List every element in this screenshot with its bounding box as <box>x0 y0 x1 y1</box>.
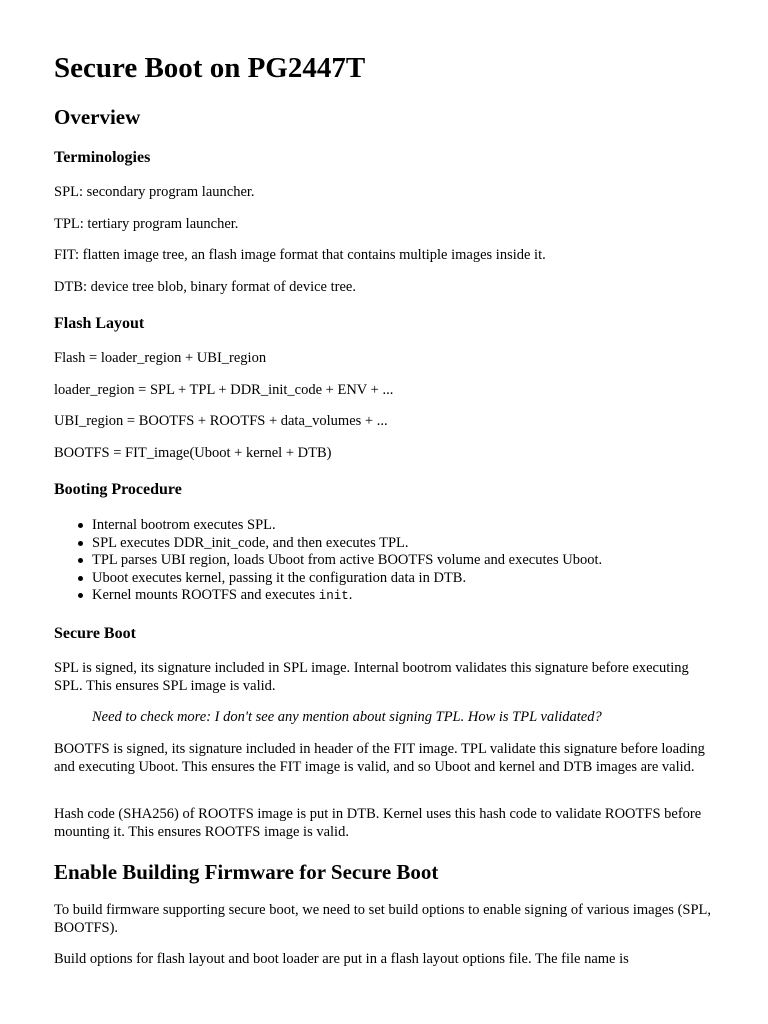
terminology-tpl: TPL: tertiary program launcher. <box>54 216 239 232</box>
subsection-heading-secure-boot: Secure Boot <box>54 625 136 642</box>
secure-boot-paragraph-bootfs: BOOTFS is signed, its signature included in header of the FIT image. TPL validate this signature before loading and executing Uboot. This ensures the FIT image is valid, and so Uboot and kernel and DTB images are valid. <box>54 741 705 775</box>
secure-boot-note: Need to check more: I don't see any mention about signing TPL. How is TPL validated? <box>92 709 602 725</box>
bullet-icon <box>78 558 83 563</box>
list-item-text: Kernel mounts ROOTFS and executes <box>92 587 319 603</box>
list-item-text: Uboot executes kernel, passing it the configuration data in DTB. <box>92 569 467 586</box>
inline-code-init: init <box>318 589 349 603</box>
bullet-icon <box>78 523 83 528</box>
subsection-heading-flash-layout: Flash Layout <box>54 315 145 332</box>
list-item-text: SPL executes DDR_init_code, and then executes TPL. <box>92 534 409 551</box>
list-item <box>54 552 602 570</box>
terminology-fit: FIT: flatten image tree, an flash image format that contains multiple images inside it. <box>54 247 546 263</box>
bullet-icon <box>78 576 83 581</box>
terminology-spl: SPL: secondary program launcher. <box>54 184 255 200</box>
bullet-icon <box>78 541 83 546</box>
secure-boot-paragraph-rootfs: Hash code (SHA256) of ROOTFS image is put in DTB. Kernel uses this hash code to validate ROOTFS before mounting it. This ensures ROOTFS image is valid. <box>54 806 702 840</box>
list-item-text: Internal bootrom executes SPL. <box>92 517 276 533</box>
secure-boot-paragraph-spl: SPL is signed, its signature included in SPL image. Internal bootrom validates this signature before executing SPL. This ensures SPL image is valid. <box>54 660 689 694</box>
list-item <box>54 535 602 553</box>
section-heading-enable-building: Enable Building Firmware for Secure Boot <box>54 860 439 884</box>
bullet-icon <box>78 593 83 598</box>
booting-procedure-list <box>54 517 602 606</box>
list-item-text: TPL parses UBI region, loads Uboot from active BOOTFS volume and executes Uboot. <box>92 552 603 568</box>
flash-layout-line: loader_region = SPL + TPL + DDR_init_code + ENV + ... <box>54 382 394 398</box>
enable-building-paragraph-1: To build firmware supporting secure boot, we need to set build options to enable signing of various images (SPL, BOOTFS). <box>54 902 712 936</box>
flash-layout-line: UBI_region = BOOTFS + ROOTFS + data_volumes + ... <box>54 413 388 429</box>
subsection-heading-booting-procedure: Booting Procedure <box>54 481 182 498</box>
list-item <box>54 517 602 535</box>
list-item-suffix: . <box>348 587 353 603</box>
section-heading-overview: Overview <box>54 105 141 129</box>
flash-layout-line: BOOTFS = FIT_image(Uboot + kernel + DTB) <box>54 445 332 461</box>
flash-layout-line: Flash = loader_region + UBI_region <box>54 350 267 366</box>
subsection-heading-terminologies: Terminologies <box>54 149 151 166</box>
page-title: Secure Boot on PG2447T <box>54 52 366 84</box>
terminology-dtb: DTB: device tree blob, binary format of device tree. <box>54 279 356 295</box>
enable-building-paragraph-2: Build options for flash layout and boot loader are put in a flash layout options file. The file name is <box>54 951 629 967</box>
list-item <box>54 587 602 606</box>
list-item <box>54 570 602 588</box>
